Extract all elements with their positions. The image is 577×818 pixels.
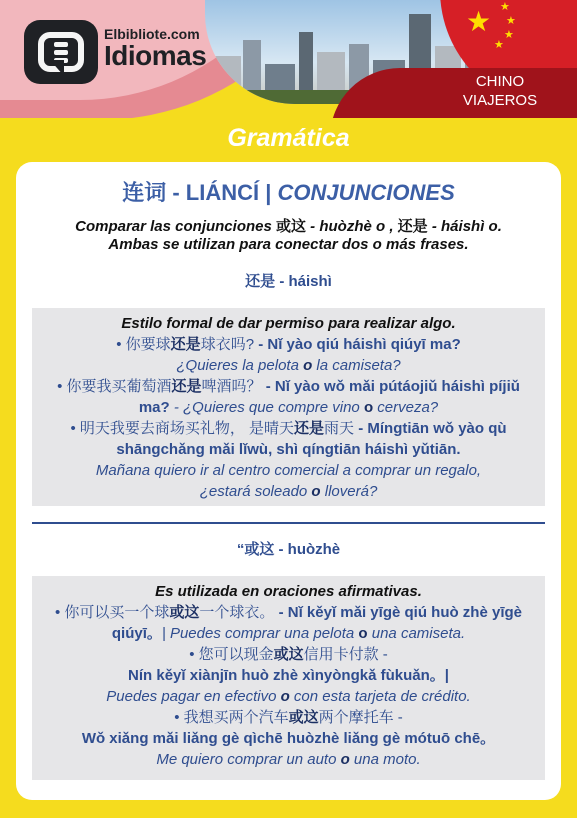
haishi-examples-box	[32, 308, 545, 506]
haishi-heading: 还是 - háishì	[245, 273, 332, 290]
haishi-description: Estilo formal de dar permiso para realizar algo.	[121, 315, 456, 332]
large-star-icon: ★	[466, 6, 492, 37]
title-spanish: CONJUNCIONES	[277, 180, 455, 205]
small-star-icon: ★	[500, 1, 510, 13]
logo-speech-tail	[50, 60, 64, 76]
example-line: • 你可以买一个球或这一个球衣。 - Nǐ kěyǐ mǎi yīgè qiú huò zhè yīgè qiúyī。| Puedes comprar una pelota o una camiseta.	[54, 604, 522, 642]
brand-name: Idiomas	[104, 40, 207, 71]
translation-line: ¿Quieres la pelota o la camiseta?	[176, 357, 401, 374]
huozhe-heading: “或这 - huòzhè	[236, 541, 341, 558]
small-star-icon: ★	[504, 29, 514, 41]
huozhe-examples-box	[32, 576, 545, 780]
example-line: • 明天我要去商场买礼物， 是晴天还是雨天 - Míngtiān wǒ yào qù shāngchǎng mǎi lǐwù, shì qíngtiān háishì yǔtiān.	[70, 420, 507, 458]
translation-line: ¿estará soleado o lloverá?	[199, 483, 378, 500]
example-line: • 您可以现金或这信用卡付款 -	[189, 646, 388, 663]
example-line: • 我想买两个汽车或这两个摩托车 -	[174, 709, 403, 726]
header-banner	[0, 0, 577, 118]
grammar-card	[16, 162, 561, 800]
brand-site-name: Elbibliote.com	[104, 26, 200, 42]
translation-line: Me quiero comprar un auto o una moto.	[156, 751, 421, 768]
intro-text: Comparar las conjunciones 或这 - huòzhè o , 还是 - háishì o. Ambas se utilizan para conectar dos o más frases.	[75, 218, 502, 253]
section-divider	[32, 522, 545, 524]
audience-name: VIAJEROS	[462, 92, 538, 109]
huozhe-description: Es utilizada en oraciones afirmativas.	[155, 583, 422, 600]
example-line: • 你要我买葡萄酒还是啤酒吗？ - Nǐ yào wǒ mǎi pútáojiǔ háishì píjiǔ ma? - ¿Quieres que compre vino o cerveza?	[57, 378, 520, 416]
small-star-icon: ★	[506, 15, 516, 27]
title-chinese: 连词	[122, 180, 167, 205]
translation-line: Mañana quiero ir al centro comercial a comprar un regalo,	[95, 462, 482, 479]
title-pinyin: LIÁNCÍ	[185, 180, 260, 205]
small-star-icon: ★	[494, 39, 504, 51]
language-name: CHINO	[475, 73, 525, 90]
card-title: 连词 - LIÁNCÍ | CONJUNCIONES	[122, 180, 455, 205]
language-label	[440, 72, 560, 110]
pinyin-line: Nín kěyǐ xiànjīn huò zhè xìnyòngkǎ fùkuǎn。|	[128, 667, 449, 684]
pinyin-line: Wǒ xiǎng mǎi liǎng gè qìchē huòzhè liǎng gè mótuō chē。	[81, 730, 496, 747]
section-title: Gramática	[227, 124, 350, 152]
example-line: • 你要球还是球衣吗? - Nǐ yào qiú háishì qiúyī ma?	[116, 336, 461, 353]
translation-line: Puedes pagar en efectivo o con esta tarjeta de crédito.	[106, 688, 471, 705]
